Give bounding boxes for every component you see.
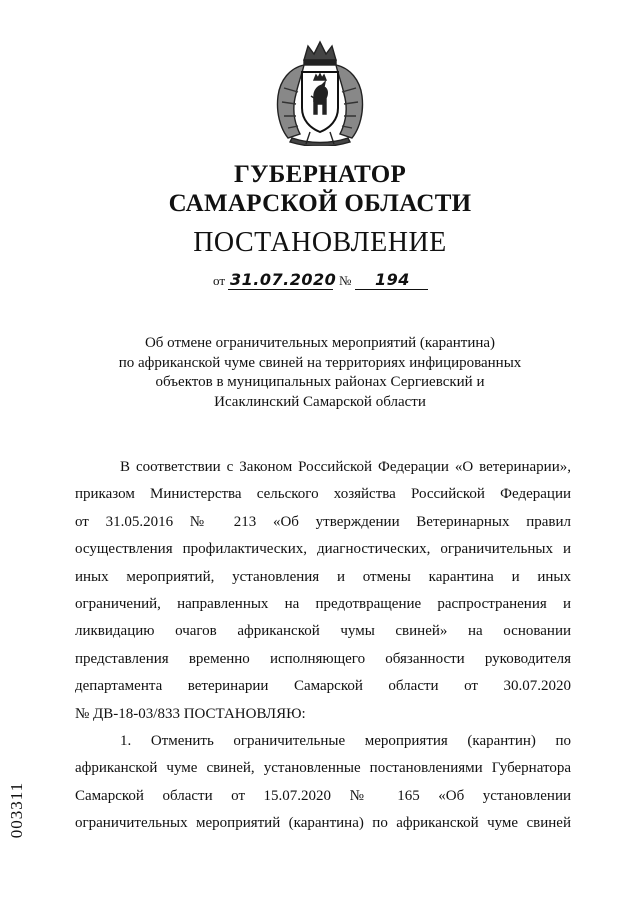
coat-of-arms-icon — [270, 38, 370, 146]
handwritten-number: 194 — [375, 270, 410, 289]
body-line: ограничительных мероприятий (карантина) по африканской чуме свиней — [75, 815, 571, 832]
body-line: иных мероприятий, установления и отмены карантина и иных — [75, 568, 571, 585]
date-prefix: от — [213, 273, 226, 288]
body-line: осуществления профилактических, диагностических, ограничительных и — [75, 541, 571, 558]
date-number-line — [213, 270, 433, 292]
authority-title-line2: САМАРСКОЙ ОБЛАСТИ — [168, 190, 472, 217]
body-line: от 31.05.2016 № 213 «Об утверждении Ветеринарных правил — [75, 513, 571, 530]
body-line: № ДВ-18-03/833 ПОСТАНОВЛЯЮ: — [75, 705, 306, 722]
body-line: Самарской области от 15.07.2020 № 165 «Об установлении — [75, 787, 571, 804]
body-line: представления временно исполняющего обязанности руководителя — [75, 650, 571, 667]
document-type: ПОСТАНОВЛЕНИЕ — [193, 227, 447, 258]
body-line: 1. Отменить ограничительные мероприятия (карантин) по — [120, 732, 571, 749]
body-line: ограничений, направленных на предотвращение распространения и — [75, 595, 571, 612]
body-line: африканской чуме свиней, установленные постановлениями Губернатора — [75, 760, 571, 777]
subject-line: Исаклинский Самарской области — [214, 393, 426, 410]
authority-title-line1: ГУБЕРНАТОР — [233, 161, 407, 188]
document-body — [75, 454, 571, 837]
margin-registration-number: 003311 — [7, 781, 26, 839]
number-prefix: № — [339, 273, 352, 288]
handwritten-date: 31.07.2020 — [230, 270, 337, 289]
body-line: В соответствии с Законом Российской Федерации «О ветеринарии», — [120, 459, 571, 475]
subject-line: по африканской чуме свиней на территориях инфицированных — [118, 354, 522, 371]
body-line: департамента ветеринарии Самарской области от 30.07.2020 — [75, 678, 571, 695]
subject-line: объектов в муниципальных районах Сергиевский и — [155, 374, 485, 390]
document-subject — [100, 334, 540, 412]
subject-line: Об отмене ограничительных мероприятий (карантина) — [144, 335, 496, 351]
body-line: ликвидацию очагов африканской чумы свиней» на основании — [75, 623, 571, 640]
date-underline — [228, 289, 333, 290]
body-line: приказом Министерства сельского хозяйства Российской Федерации — [75, 486, 571, 503]
number-underline — [355, 289, 428, 290]
